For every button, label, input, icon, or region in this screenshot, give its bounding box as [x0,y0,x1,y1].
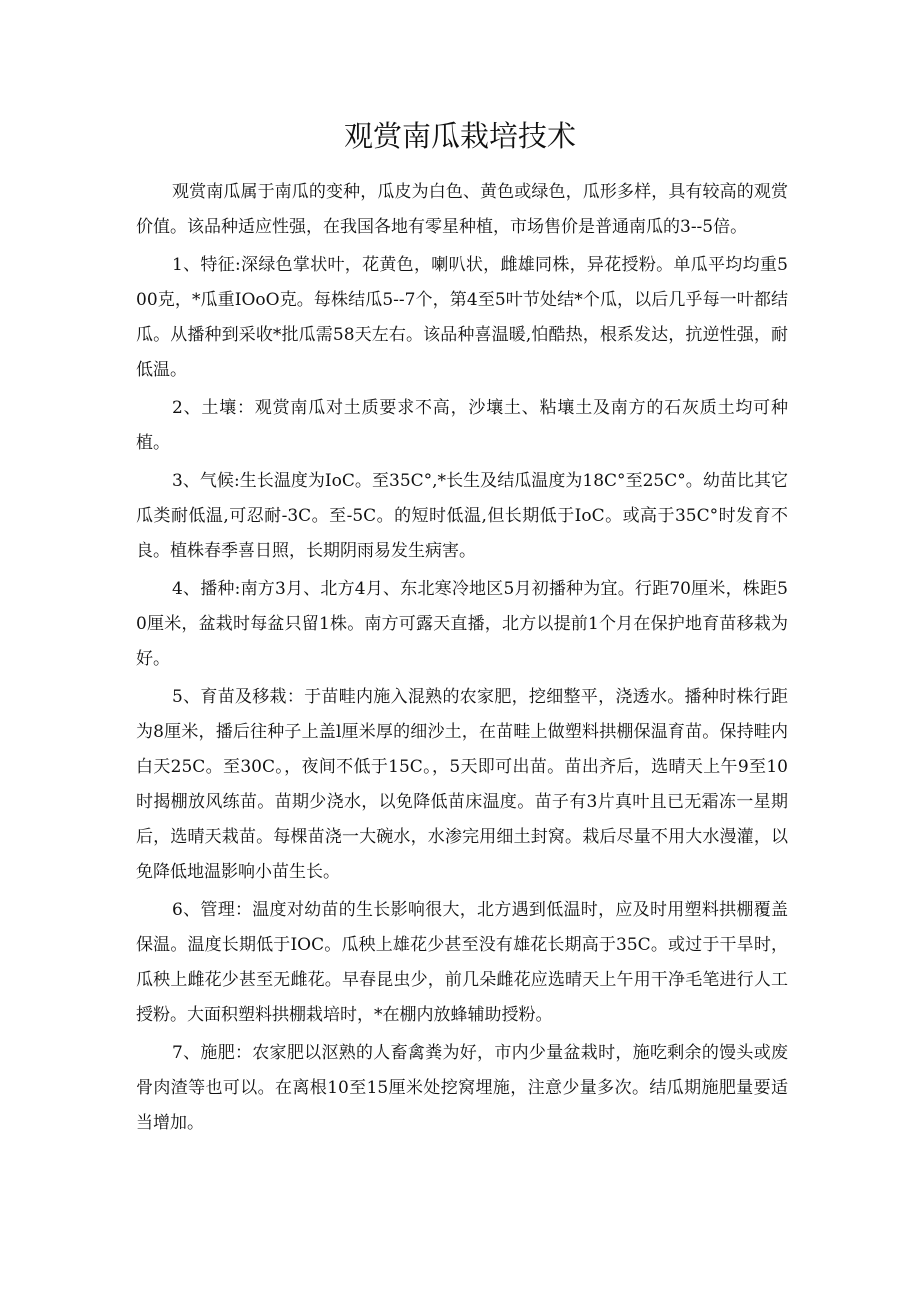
paragraph-fertilizing: 7、施肥：农家肥以沤熟的人畜禽粪为好，市内少量盆栽时，施吃剩余的馒头或废骨肉渣等也可以。在离根10至15厘米处挖窝埋施，注意少量多次。结瓜期施肥量要适当增加。 [136,1043,788,1133]
paragraph-soil: 2、土壤：观赏南瓜对土质要求不高，沙壤土、粘壤土及南方的石灰质土均可种植。 [136,398,788,453]
paragraph-intro: 观赏南瓜属于南瓜的变种，瓜皮为白色、黄色或绿色，瓜形多样，具有较高的观赏价值。该品种适应性强，在我国各地有零星种植，市场售价是普通南瓜的3--5倍。 [136,182,788,237]
document-title: 观赏南瓜栽培技术 [343,119,576,153]
paragraph-seedling-transplant: 5、育苗及移栽：于苗畦内施入混熟的农家肥，挖细整平，浇透水。播种时株行距为8厘米，播后往种子上盖l厘米厚的细沙土，在苗畦上做塑料拱棚保温育苗。保持畦内白天25C。至30C。，夜间不低于15C。，5天即可出苗。苗出齐后，选晴天上午9至10时揭棚放风练苗。苗期少浇水，以免降低苗床温度。苗子有3片真叶且已无霜冻一星期后，选晴天栽苗。每棵苗浇一大碗水，水渗完用细土封窝。栽后尽量不用大水漫灌，以免降低地温影响小苗生长。 [136,687,788,882]
paragraph-sowing: 4、播种:南方3月、北方4月、东北寒冷地区5月初播种为宜。行距70厘米，株距50厘米，盆栽时每盆只留1株。南方可露天直播，北方以提前1个月在保护地育苗移栽为好。 [136,579,789,669]
paragraph-management: 6、管理：温度对幼苗的生长影响很大，北方遇到低温时，应及时用塑料拱棚覆盖保温。温度长期低于IOC。瓜秧上雄花少甚至没有雄花长期高于35C。或过于干旱时，瓜秧上雌花少甚至无雌花。早春昆虫少，前几朵雌花应选晴天上午用干净毛笔进行人工授粉。大面积塑料拱棚栽培时，*在棚内放蜂辅助授粉。 [136,900,788,1025]
paragraph-climate: 3、气候:生长温度为IoC。至35C°,*长生及结瓜温度为18C°至25C°。幼苗比其它瓜类耐低温,可忍耐-3C。至-5C。的短时低温,但长期低于IoC。或高于35C°时发育不良。植株春季喜日照，长期阴雨易发生病害。 [136,471,788,561]
document-body [136,175,788,1141]
paragraph-features: 1、特征:深绿色掌状叶，花黄色，喇叭状，雌雄同株，异花授粉。单瓜平均均重500克，*瓜重IOoO克。每株结瓜5--7个，第4至5叶节处结*个瓜，以后几乎每一叶都结瓜。从播种到采收*批瓜需58天左右。该品种喜温暖,怕酷热，根系发达，抗逆性强，耐低温。 [136,255,788,380]
